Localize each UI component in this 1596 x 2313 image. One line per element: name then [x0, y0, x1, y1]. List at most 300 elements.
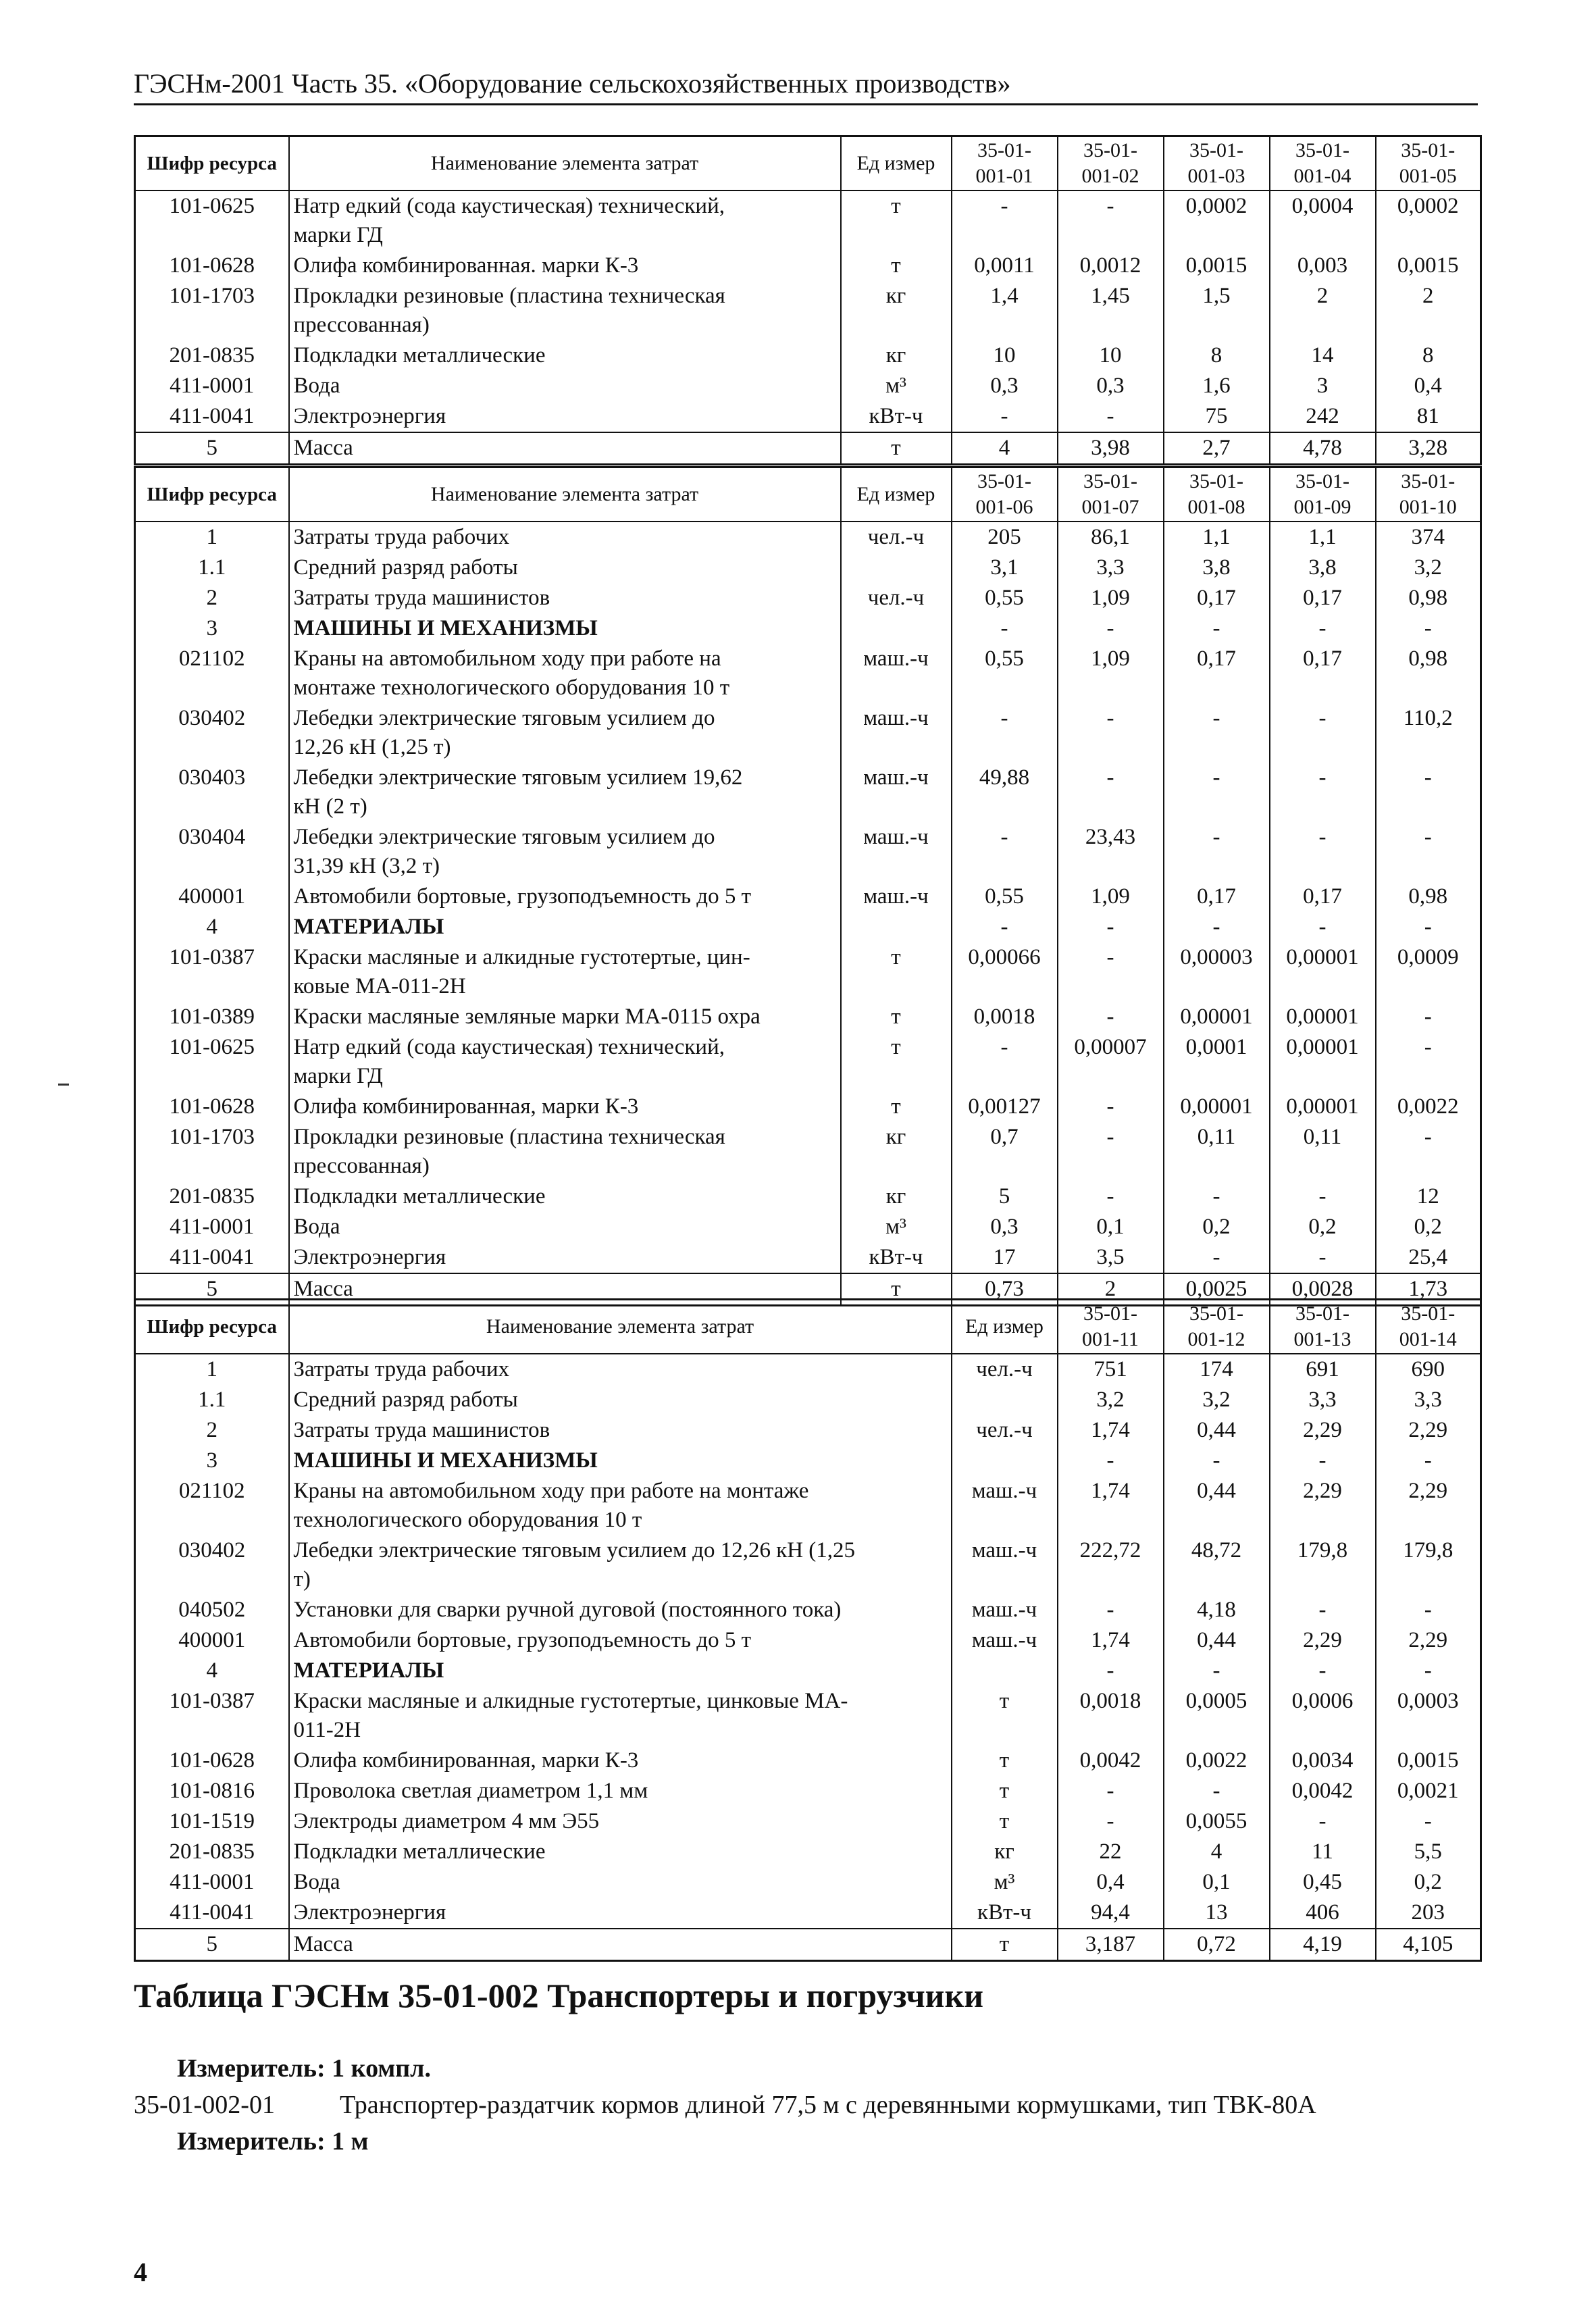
cell-unit: маш.-ч — [952, 1625, 1058, 1656]
cell-name-line: технологического оборудования 10 т — [293, 1508, 642, 1532]
cell-value: 5,5 — [1376, 1837, 1481, 1867]
cell-value: 0,4 — [1058, 1867, 1164, 1898]
cell-value: 0,0012 — [1058, 251, 1164, 281]
cell-name-line: Автомобили бортовые, грузоподъемность до 5 т — [293, 884, 751, 909]
cell-value: - — [1164, 1446, 1270, 1476]
cell-name-line: Электроэнергия — [293, 1245, 446, 1269]
cell-name — [289, 1929, 952, 1961]
cell-value: - — [1058, 912, 1164, 942]
meter-label: Измеритель: — [177, 2127, 326, 2156]
cell-value: 0,0005 — [1164, 1686, 1270, 1746]
cell-value: - — [952, 912, 1058, 942]
cell-name-line: марки ГД — [293, 223, 383, 247]
cell-unit: т — [952, 1806, 1058, 1837]
cell-name — [289, 1002, 841, 1032]
cell-code: 5 — [135, 1929, 289, 1961]
cell-value: 0,3 — [952, 371, 1058, 401]
cell-value: - — [1270, 613, 1376, 644]
cell-name — [289, 1837, 952, 1867]
cell-value: 3,5 — [1058, 1242, 1164, 1273]
cell-value: - — [1270, 1446, 1376, 1476]
cell-value: 0,00066 — [952, 942, 1058, 1002]
cell-name-line: Краны на автомобильном ходу при работе на монтаже — [293, 1479, 809, 1503]
cell-value: 0,17 — [1164, 583, 1270, 613]
cell-value: 0,55 — [952, 583, 1058, 613]
cell-value: - — [1270, 1242, 1376, 1273]
cell-value: - — [1376, 1806, 1481, 1837]
table-row — [135, 1837, 1481, 1867]
cell-unit: кг — [841, 340, 952, 371]
cell-value: - — [1058, 1092, 1164, 1122]
table-row — [135, 1032, 1481, 1092]
table-row — [135, 613, 1481, 644]
cell-value: 0,0015 — [1376, 251, 1481, 281]
cell-value: 374 — [1376, 522, 1481, 553]
table-row — [135, 340, 1481, 371]
cell-value: - — [1058, 1002, 1164, 1032]
header-norm-code — [1376, 467, 1481, 522]
header-norm-code — [1376, 136, 1481, 191]
cell-value: 1,1 — [1164, 522, 1270, 553]
cell-value: 0,98 — [1376, 644, 1481, 703]
table-row — [135, 1686, 1481, 1746]
cell-value: 2,7 — [1164, 432, 1270, 465]
header-name: Наименование элемента затрат — [289, 136, 841, 191]
cell-value: 2 — [1270, 281, 1376, 340]
header-norm-code-part: 35-01- — [977, 470, 1031, 492]
header-norm-code-part: 001-14 — [1399, 1328, 1457, 1350]
cell-code: 030403 — [135, 763, 289, 822]
resource-table-3 — [134, 1298, 1482, 1962]
cell-code: 1.1 — [135, 1385, 289, 1415]
table-row — [135, 432, 1481, 465]
header-norm-code-part: 35-01- — [1189, 1302, 1243, 1325]
header-norm-code — [1270, 1300, 1376, 1354]
cell-code: 021102 — [135, 1476, 289, 1535]
cell-value: 48,72 — [1164, 1535, 1270, 1595]
cell-value: 3,1 — [952, 553, 1058, 583]
cell-value: 4,18 — [1164, 1595, 1270, 1625]
table-row — [135, 1385, 1481, 1415]
cell-value: 1,09 — [1058, 644, 1164, 703]
cell-unit: кг — [952, 1837, 1058, 1867]
cell-name-line: Проволока светлая диаметром 1,1 мм — [293, 1779, 648, 1803]
cell-value: 0,00001 — [1270, 1092, 1376, 1122]
table-row — [135, 1476, 1481, 1535]
cell-value: - — [1164, 822, 1270, 882]
cell-name — [289, 613, 841, 644]
cell-unit: маш.-ч — [841, 822, 952, 882]
cell-value: 0,0028 — [1270, 1273, 1376, 1306]
item-code: 35-01-002-01 — [134, 2091, 275, 2119]
cell-value: - — [952, 703, 1058, 763]
cell-name-line: МАШИНЫ И МЕХАНИЗМЫ — [293, 616, 598, 640]
cell-value: - — [1270, 1806, 1376, 1837]
cell-value: 3,28 — [1376, 432, 1481, 465]
section-title: Таблица ГЭСНм 35-01-002 Транспортеры и погрузчики — [134, 1977, 984, 2014]
cell-unit — [952, 1385, 1058, 1415]
cell-value: 0,0015 — [1164, 251, 1270, 281]
cell-value: - — [952, 190, 1058, 251]
cell-value: 3,3 — [1270, 1385, 1376, 1415]
cell-unit: м³ — [952, 1867, 1058, 1898]
header-norm-code-part: 001-02 — [1081, 165, 1139, 187]
table-row — [135, 882, 1481, 912]
cell-value: 174 — [1164, 1354, 1270, 1385]
header-norm-code — [1058, 467, 1164, 522]
cell-name-line: Затраты труда рабочих — [293, 525, 510, 549]
cell-unit: чел.-ч — [841, 583, 952, 613]
table-row — [135, 1776, 1481, 1806]
cell-name-line: Вода — [293, 374, 340, 398]
cell-name-line: Лебедки электрические тяговым усилием до — [293, 825, 715, 849]
cell-value: 0,98 — [1376, 882, 1481, 912]
cell-value: 0,11 — [1270, 1122, 1376, 1181]
cell-value: 3 — [1270, 371, 1376, 401]
cell-value: 0,4 — [1376, 371, 1481, 401]
cell-value: 0,00001 — [1164, 1002, 1270, 1032]
cell-value: - — [1058, 1806, 1164, 1837]
cell-value: 1,5 — [1164, 281, 1270, 340]
header-unit: Ед измер — [841, 467, 952, 522]
cell-name — [289, 371, 841, 401]
cell-name — [289, 1746, 952, 1776]
cell-name-line: МАТЕРИАЛЫ — [293, 915, 444, 939]
table-row — [135, 1929, 1481, 1961]
cell-code: 030402 — [135, 1535, 289, 1595]
cell-value: 0,55 — [952, 644, 1058, 703]
header-norm-code-part: 35-01- — [977, 139, 1031, 161]
cell-value: - — [1376, 1656, 1481, 1686]
table-header-row — [135, 1300, 1481, 1354]
cell-code: 2 — [135, 583, 289, 613]
meter-value: 1 м — [332, 2127, 369, 2156]
table-row — [135, 583, 1481, 613]
cell-value: - — [1270, 1656, 1376, 1686]
header-norm-code-part: 001-09 — [1293, 496, 1352, 518]
table-row — [135, 1212, 1481, 1242]
cell-name — [289, 1212, 841, 1242]
cell-unit: маш.-ч — [841, 882, 952, 912]
cell-name-line: 12,26 кН (1,25 т) — [293, 735, 451, 759]
cell-name — [289, 251, 841, 281]
cell-value: - — [1058, 763, 1164, 822]
table-row — [135, 1898, 1481, 1929]
cell-value: - — [952, 1032, 1058, 1092]
cell-unit: т — [952, 1776, 1058, 1806]
cell-value: - — [1058, 190, 1164, 251]
cell-value: - — [1164, 1181, 1270, 1212]
table-row — [135, 1535, 1481, 1595]
cell-value: 1,4 — [952, 281, 1058, 340]
cell-name — [289, 1032, 841, 1092]
header-name: Наименование элемента затрат — [289, 1300, 952, 1354]
table-row — [135, 763, 1481, 822]
cell-code: 101-1703 — [135, 1122, 289, 1181]
cell-unit: чел.-ч — [952, 1354, 1058, 1385]
table-row — [135, 522, 1481, 553]
cell-value: 222,72 — [1058, 1535, 1164, 1595]
cell-value: 179,8 — [1376, 1535, 1481, 1595]
cell-value: - — [1270, 912, 1376, 942]
cell-name — [289, 1776, 952, 1806]
cell-value: - — [1164, 912, 1270, 942]
header-norm-code-part: 001-13 — [1293, 1328, 1352, 1350]
cell-value: 11 — [1270, 1837, 1376, 1867]
cell-value: 94,4 — [1058, 1898, 1164, 1929]
table-row — [135, 644, 1481, 703]
cell-unit: чел.-ч — [841, 522, 952, 553]
cell-value: 75 — [1164, 401, 1270, 432]
cell-value: 25,4 — [1376, 1242, 1481, 1273]
cell-value: - — [1270, 822, 1376, 882]
cell-name-line: Олифа комбинированная. марки К-3 — [293, 253, 639, 278]
cell-value: 2 — [1058, 1273, 1164, 1306]
header-norm-code-part: 001-10 — [1399, 496, 1457, 518]
cell-value: 0,98 — [1376, 583, 1481, 613]
header-norm-code-part: 001-01 — [975, 165, 1033, 187]
cell-value: - — [1164, 1776, 1270, 1806]
cell-name — [289, 1867, 952, 1898]
cell-code: 101-0816 — [135, 1776, 289, 1806]
scan-mark — [58, 1084, 69, 1086]
table-row — [135, 1806, 1481, 1837]
cell-unit: м³ — [841, 371, 952, 401]
cell-value: 1,74 — [1058, 1476, 1164, 1535]
cell-name-line: Электроэнергия — [293, 404, 446, 428]
cell-name-line: Краски масляные и алкидные густотертые, цинковые МА- — [293, 1689, 848, 1713]
cell-value: 1,73 — [1376, 1273, 1481, 1306]
table-row — [135, 1625, 1481, 1656]
cell-value: 110,2 — [1376, 703, 1481, 763]
cell-code: 411-0041 — [135, 1242, 289, 1273]
cell-value: 0,0001 — [1164, 1032, 1270, 1092]
cell-value: - — [1058, 1446, 1164, 1476]
cell-code: 400001 — [135, 882, 289, 912]
cell-value: 0,0042 — [1058, 1746, 1164, 1776]
cell-code: 1 — [135, 1354, 289, 1385]
meter-line-1 — [177, 2054, 431, 2083]
page-number: 4 — [134, 2257, 147, 2287]
cell-name-line: Натр едкий (сода каустическая) технический, — [293, 1035, 725, 1059]
cell-value: 0,0022 — [1164, 1746, 1270, 1776]
cell-value: 4 — [952, 432, 1058, 465]
cell-value: - — [1058, 1595, 1164, 1625]
table-row — [135, 281, 1481, 340]
cell-value: 1,6 — [1164, 371, 1270, 401]
header-norm-code — [1058, 136, 1164, 191]
cell-code: 101-0387 — [135, 942, 289, 1002]
cell-unit — [952, 1656, 1058, 1686]
cell-code: 101-1519 — [135, 1806, 289, 1837]
cell-value: 3,3 — [1058, 553, 1164, 583]
cell-name-line: ковые МА-011-2Н — [293, 974, 466, 998]
table-row — [135, 1415, 1481, 1446]
cell-value: 2,29 — [1376, 1625, 1481, 1656]
header-norm-code — [1270, 467, 1376, 522]
cell-value: 0,0003 — [1376, 1686, 1481, 1746]
table-row — [135, 1242, 1481, 1273]
cell-value: 23,43 — [1058, 822, 1164, 882]
cell-value: 0,73 — [952, 1273, 1058, 1306]
header-norm-code-part: 001-07 — [1081, 496, 1139, 518]
cell-value: 0,3 — [1058, 371, 1164, 401]
cell-name — [289, 1898, 952, 1929]
cell-name-line: Масса — [293, 1277, 353, 1301]
cell-name — [289, 1595, 952, 1625]
table-row — [135, 942, 1481, 1002]
header-norm-code — [1376, 1300, 1481, 1354]
cell-value: 0,00003 — [1164, 942, 1270, 1002]
cell-value: 4,19 — [1270, 1929, 1376, 1961]
cell-name — [289, 190, 841, 251]
cell-value: 0,17 — [1270, 583, 1376, 613]
cell-value: 2,29 — [1270, 1625, 1376, 1656]
cell-value: - — [1376, 822, 1481, 882]
cell-unit: т — [841, 1032, 952, 1092]
header-norm-code-part: 001-08 — [1187, 496, 1245, 518]
header-norm-code-part: 001-04 — [1293, 165, 1352, 187]
cell-value: 3,2 — [1164, 1385, 1270, 1415]
cell-code: 101-0628 — [135, 1092, 289, 1122]
cell-value: 12 — [1376, 1181, 1481, 1212]
header-unit: Ед измер — [841, 136, 952, 191]
cell-unit — [841, 553, 952, 583]
cell-name-line: кН (2 т) — [293, 794, 367, 819]
cell-code: 040502 — [135, 1595, 289, 1625]
cell-value: 0,0002 — [1164, 190, 1270, 251]
cell-name — [289, 401, 841, 432]
header-norm-code-part: 35-01- — [1295, 470, 1349, 492]
cell-name-line: Краны на автомобильном ходу при работе на — [293, 646, 721, 671]
cell-name-line: Вода — [293, 1870, 340, 1894]
cell-value: - — [1058, 1656, 1164, 1686]
cell-name — [289, 1385, 952, 1415]
cell-name — [289, 340, 841, 371]
cell-unit: т — [952, 1929, 1058, 1961]
cell-value: 0,1 — [1058, 1212, 1164, 1242]
cell-value: 0,44 — [1164, 1625, 1270, 1656]
resource-table-3-body — [135, 1300, 1481, 1961]
header-norm-code-part: 35-01- — [1083, 139, 1137, 161]
cell-value: 1,74 — [1058, 1625, 1164, 1656]
cell-value: 10 — [952, 340, 1058, 371]
cell-unit: кВт-ч — [841, 1242, 952, 1273]
header-norm-code-part: 35-01- — [1189, 470, 1243, 492]
cell-value: - — [1376, 1002, 1481, 1032]
cell-value: 3,98 — [1058, 432, 1164, 465]
cell-name — [289, 912, 841, 942]
cell-value: - — [1058, 401, 1164, 432]
cell-unit: т — [952, 1746, 1058, 1776]
cell-value: 2,29 — [1270, 1415, 1376, 1446]
cell-value: 0,11 — [1164, 1122, 1270, 1181]
cell-name-line: т) — [293, 1567, 311, 1592]
cell-value: 406 — [1270, 1898, 1376, 1929]
cell-value: 242 — [1270, 401, 1376, 432]
item-line — [134, 2090, 1316, 2120]
cell-code: 030404 — [135, 822, 289, 882]
cell-name — [289, 1446, 952, 1476]
cell-name-line: 31,39 кН (3,2 т) — [293, 854, 440, 878]
table-row — [135, 1746, 1481, 1776]
header-norm-code — [952, 467, 1058, 522]
cell-value: - — [1270, 1181, 1376, 1212]
cell-value: 0,0004 — [1270, 190, 1376, 251]
cell-name — [289, 822, 841, 882]
cell-name — [289, 1415, 952, 1446]
header-norm-code-part: 35-01- — [1083, 1302, 1137, 1325]
cell-value: 4,78 — [1270, 432, 1376, 465]
cell-value: - — [1164, 763, 1270, 822]
cell-name — [289, 553, 841, 583]
table-row — [135, 1092, 1481, 1122]
cell-value: 0,2 — [1270, 1212, 1376, 1242]
cell-value: - — [952, 822, 1058, 882]
cell-value: 14 — [1270, 340, 1376, 371]
cell-code: 3 — [135, 1446, 289, 1476]
header-code: Шифр ресурса — [135, 1300, 289, 1354]
cell-unit: кг — [841, 1122, 952, 1181]
header-norm-code-part: 001-12 — [1187, 1328, 1245, 1350]
cell-unit: т — [841, 1273, 952, 1306]
cell-value: 86,1 — [1058, 522, 1164, 553]
cell-name-line: Прокладки резиновые (пластина техническая — [293, 1125, 725, 1149]
table-header-row — [135, 467, 1481, 522]
resource-table-2-body — [135, 467, 1481, 1306]
header-norm-code — [1270, 136, 1376, 191]
table-row — [135, 822, 1481, 882]
cell-value: 0,0022 — [1376, 1092, 1481, 1122]
cell-code: 5 — [135, 432, 289, 465]
cell-value: - — [1376, 1595, 1481, 1625]
cell-name — [289, 1686, 952, 1746]
cell-name — [289, 703, 841, 763]
cell-value: 81 — [1376, 401, 1481, 432]
cell-value: 203 — [1376, 1898, 1481, 1929]
cell-value: 4,105 — [1376, 1929, 1481, 1961]
cell-code: 2 — [135, 1415, 289, 1446]
header-norm-code-part: 001-05 — [1399, 165, 1457, 187]
cell-name-line: Олифа комбинированная, марки К-3 — [293, 1094, 639, 1119]
cell-value: 1,09 — [1058, 583, 1164, 613]
cell-unit: кг — [841, 281, 952, 340]
cell-value: 0,1 — [1164, 1867, 1270, 1898]
cell-value: 2,29 — [1270, 1476, 1376, 1535]
cell-value: 0,17 — [1164, 644, 1270, 703]
cell-value: 0,44 — [1164, 1476, 1270, 1535]
cell-value: 3,8 — [1164, 553, 1270, 583]
cell-name-line: Лебедки электрические тяговым усилием до 12,26 кН (1,25 — [293, 1538, 856, 1562]
cell-value: 0,72 — [1164, 1929, 1270, 1961]
cell-code: 411-0001 — [135, 1867, 289, 1898]
cell-value: 0,0018 — [952, 1002, 1058, 1032]
cell-value: - — [1164, 1656, 1270, 1686]
cell-unit: т — [841, 942, 952, 1002]
cell-unit: кг — [841, 1181, 952, 1212]
cell-value: 0,3 — [952, 1212, 1058, 1242]
cell-code: 201-0835 — [135, 1837, 289, 1867]
cell-value: - — [1270, 763, 1376, 822]
cell-unit: маш.-ч — [952, 1535, 1058, 1595]
cell-value: 5 — [952, 1181, 1058, 1212]
cell-name — [289, 1476, 952, 1535]
cell-name-line: Затраты труда машинистов — [293, 1418, 550, 1442]
header-norm-code — [952, 136, 1058, 191]
header-code: Шифр ресурса — [135, 136, 289, 191]
cell-value: 179,8 — [1270, 1535, 1376, 1595]
cell-value: 0,00127 — [952, 1092, 1058, 1122]
